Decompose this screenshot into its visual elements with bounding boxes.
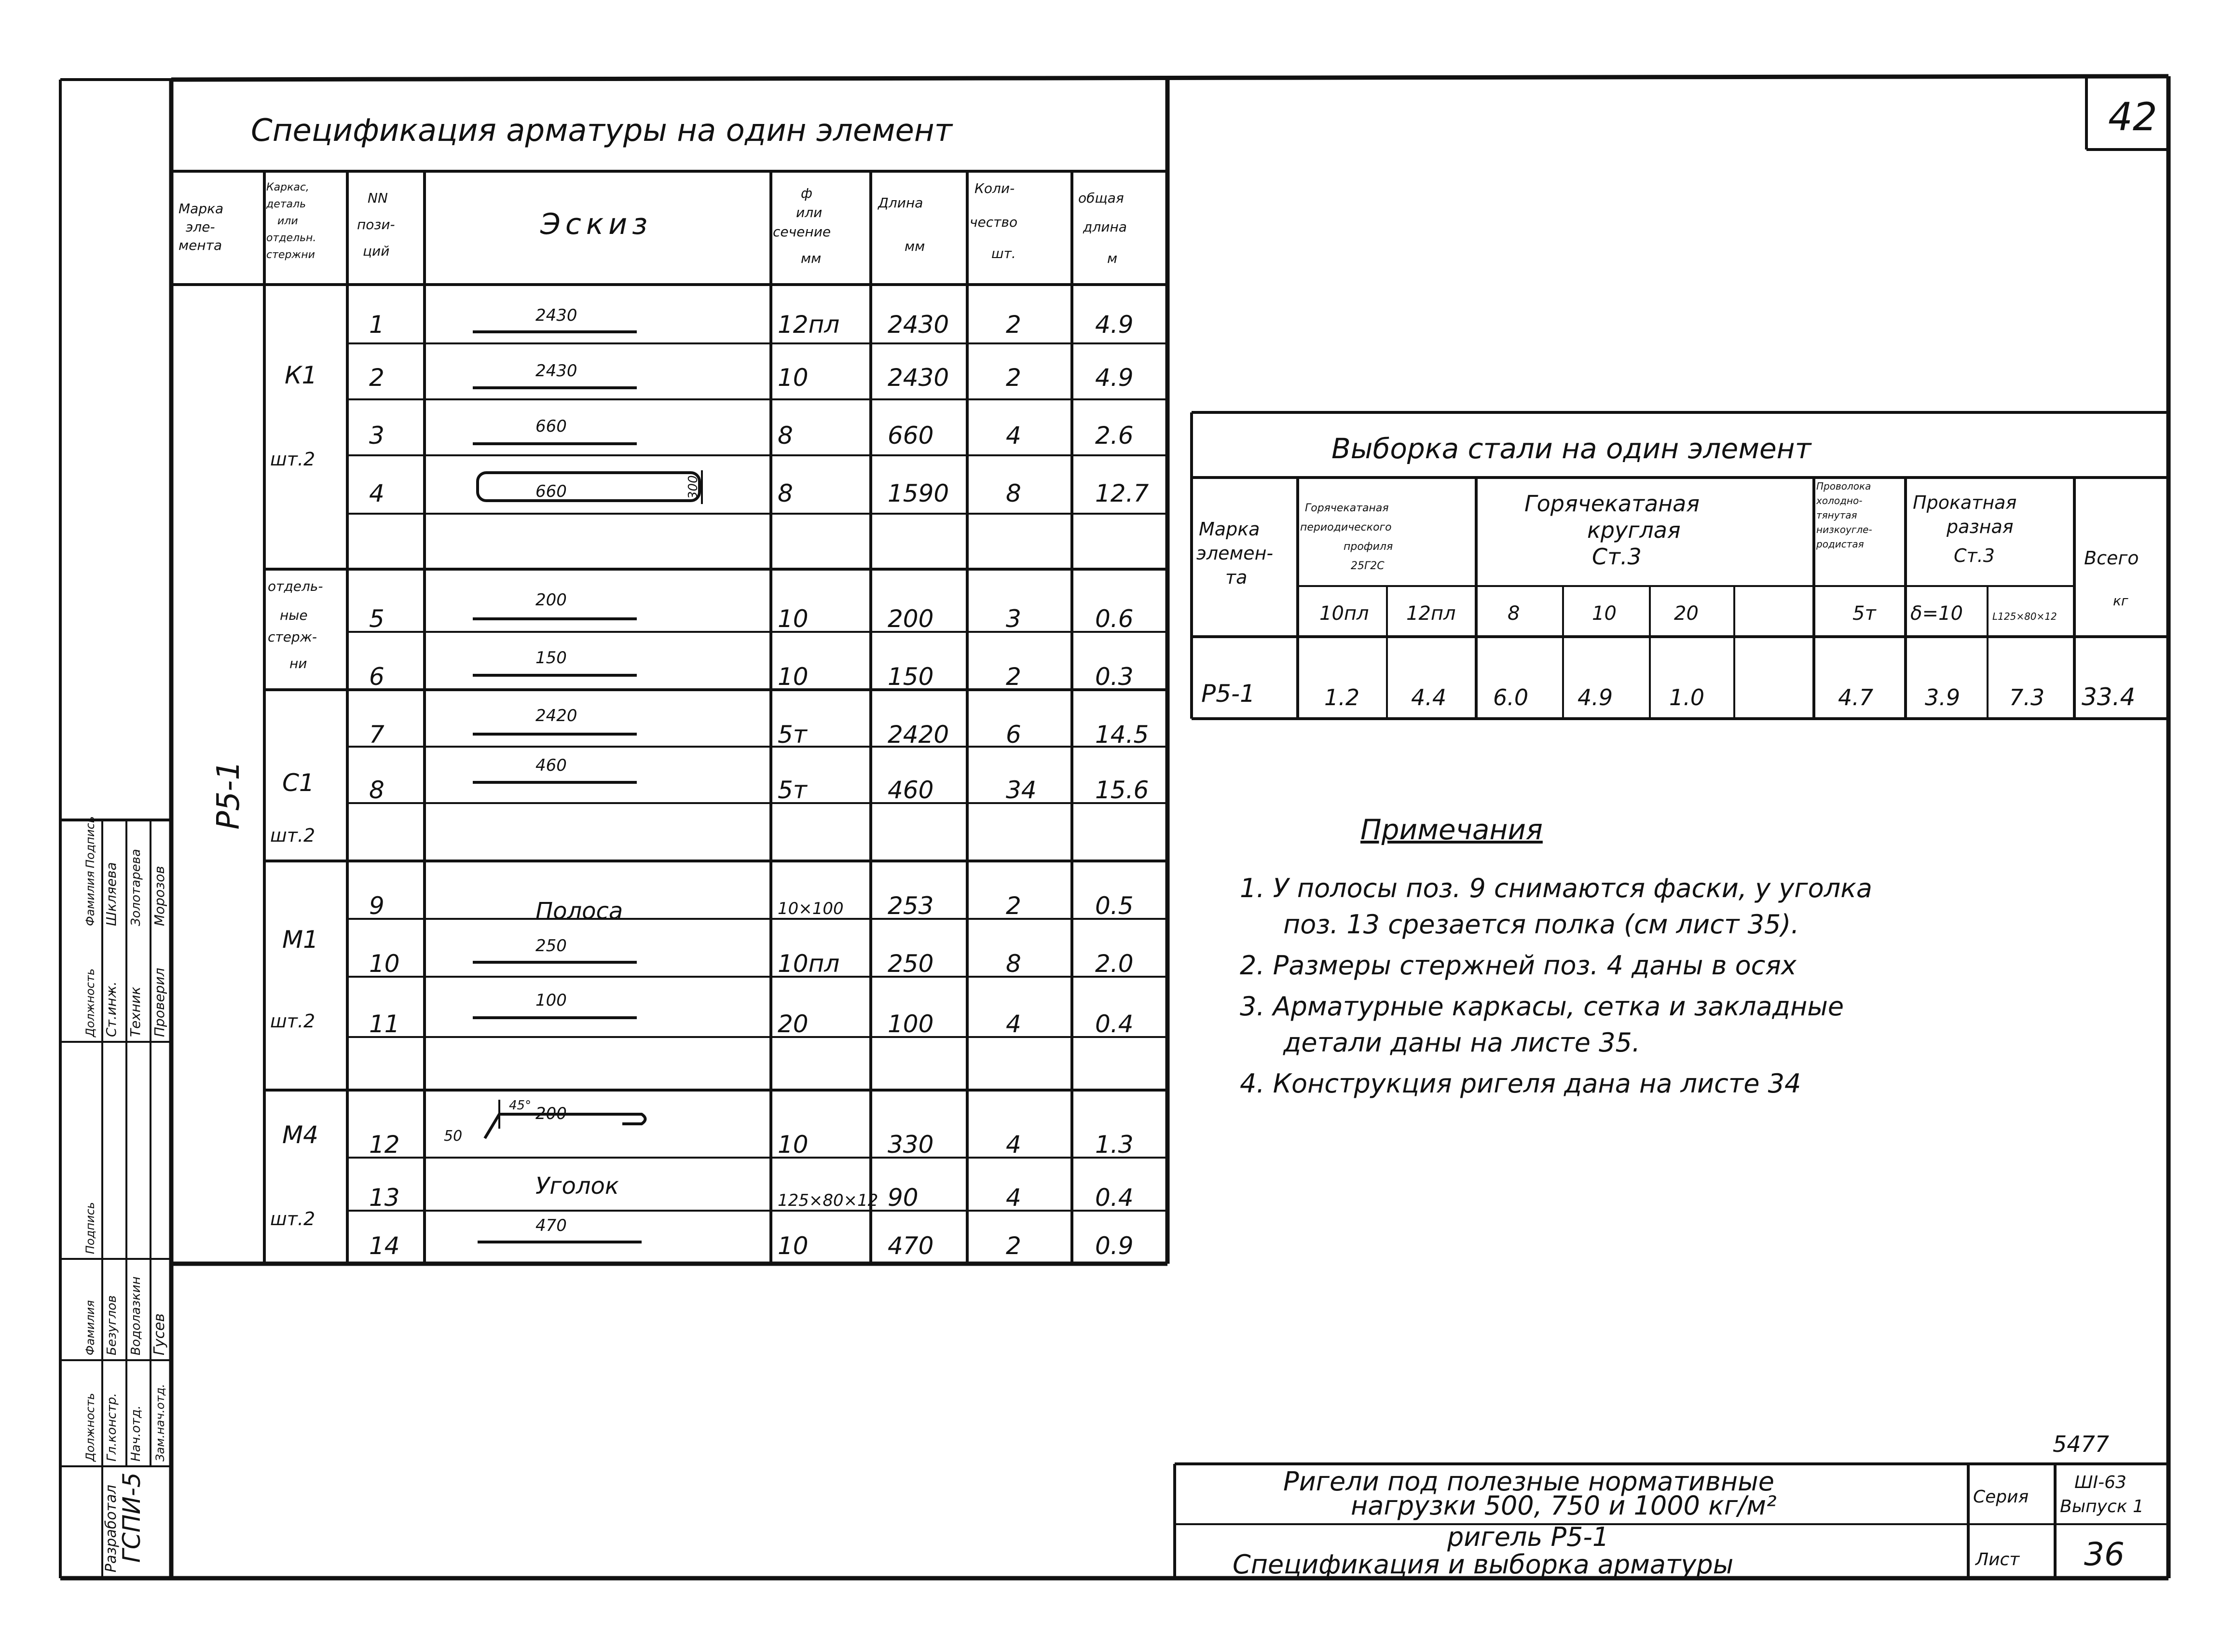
- spec-row-qty: 2: [1006, 311, 1021, 339]
- spec-row-total: 0.5: [1095, 892, 1134, 920]
- spec-row-qty: 4: [1006, 1131, 1021, 1159]
- spec-row-dia: 8: [778, 479, 793, 507]
- spec-row-pos: 1: [369, 311, 384, 339]
- svg-text:ни: ни: [289, 655, 307, 671]
- sheet-number-top: 42: [2108, 95, 2157, 139]
- svg-text:Каркас,: Каркас,: [266, 181, 309, 193]
- selection-header-rolled: [1913, 492, 2016, 566]
- spec-header-sketch: Эскиз: [540, 207, 653, 241]
- svg-text:тянутая: тянутая: [1816, 509, 1857, 521]
- spec-row-length: 2420: [888, 721, 949, 749]
- spec-row-length: 470: [888, 1232, 934, 1260]
- svg-text:круглая: круглая: [1587, 517, 1681, 543]
- spec-row-sketch: 2430: [535, 306, 577, 325]
- spec-table: [171, 80, 1167, 1264]
- spec-header-dia: [773, 185, 831, 266]
- group-c1-name: С1: [282, 769, 315, 797]
- spec-row-total: 4.9: [1095, 311, 1134, 339]
- side-role-b: Ст.инж.: [103, 981, 119, 1037]
- group-c1-count: шт.2: [270, 825, 315, 846]
- svg-text:Проволока: Проволока: [1816, 480, 1871, 492]
- spec-header-pos: [357, 190, 395, 259]
- spec-row-total: 1.3: [1095, 1131, 1134, 1159]
- svg-text:деталь: деталь: [266, 198, 306, 210]
- spec-row-sketch: 200: [535, 1104, 567, 1123]
- spec-header-length: [877, 195, 925, 254]
- svg-text:25Г2С: 25Г2С: [1351, 560, 1385, 572]
- svg-text:м: м: [1107, 250, 1118, 266]
- spec-row-pos: 7: [369, 721, 384, 749]
- svg-text:стержни: стержни: [266, 249, 315, 261]
- svg-text:профиля: профиля: [1344, 541, 1393, 553]
- spec-row-total: 15.6: [1095, 776, 1149, 804]
- svg-text:низкоугле-: низкоугле-: [1816, 524, 1872, 535]
- group-m4-count: шт.2: [270, 1208, 315, 1229]
- spec-row-length: 330: [888, 1131, 934, 1159]
- group-m1-name: М1: [282, 926, 318, 954]
- spec-row-qty: 4: [1006, 1184, 1021, 1212]
- notes-title: Примечания: [1360, 813, 1543, 846]
- spec-row-dia: 20: [778, 1010, 809, 1038]
- svg-text:кг: кг: [2113, 593, 2128, 609]
- side-role-a: Гл.констр.: [105, 1393, 119, 1461]
- svg-text:периодического: периодического: [1300, 521, 1392, 533]
- side-name-a: Гусев: [151, 1313, 168, 1355]
- selection-row-total: 33.4: [2082, 683, 2136, 711]
- svg-text:NN: NN: [368, 190, 388, 206]
- spec-row-sketch-dim: 50: [444, 1128, 463, 1145]
- spec-row-pos: 6: [369, 663, 384, 691]
- selection-row-value: 4.7: [1838, 684, 1874, 710]
- svg-text:разная: разная: [1947, 516, 2014, 537]
- spec-row-dia: 10: [778, 1131, 809, 1159]
- spec-row-sketch: 660: [535, 482, 567, 501]
- spec-row-pos: 13: [369, 1184, 400, 1212]
- group-k1-count: шт.2: [270, 449, 315, 470]
- side-role-b: Проверил: [151, 968, 167, 1037]
- stamp-subtitle-1: ригель Р5-1: [1447, 1522, 1609, 1552]
- selection-subheader: 20: [1674, 602, 1699, 625]
- svg-text:ций: ций: [363, 243, 390, 259]
- stamp-sheet-value: 36: [2084, 1536, 2125, 1573]
- selection-subheaders: [1319, 602, 2057, 625]
- spec-row-length: 200: [888, 605, 934, 633]
- side-header-a: Фамилия: [83, 1300, 97, 1355]
- svg-text:родистая: родистая: [1816, 538, 1864, 550]
- spec-row-qty: 2: [1006, 364, 1021, 392]
- spec-row-total: 0.4: [1095, 1010, 1134, 1038]
- spec-row-sketch: 250: [535, 936, 567, 956]
- svg-text:отдель-: отдель-: [268, 578, 323, 594]
- svg-text:та: та: [1225, 567, 1248, 588]
- notes-items: [1240, 873, 1872, 1099]
- svg-text:сечение: сечение: [773, 224, 831, 240]
- side-role-b: Техник: [127, 986, 143, 1037]
- svg-text:отдельн.: отдельн.: [266, 232, 316, 244]
- side-org: ГСПИ-5: [118, 1472, 146, 1563]
- spec-row-sketch: 2420: [535, 706, 577, 725]
- note-line: 3. Арматурные каркасы, сетка и закладные: [1240, 991, 1844, 1022]
- svg-text:холодно-: холодно-: [1816, 495, 1863, 506]
- selection-subheader: 10пл: [1319, 602, 1369, 625]
- spec-row-qty: 3: [1006, 605, 1021, 633]
- stamp-issue-value: Выпуск 1: [2060, 1497, 2144, 1516]
- spec-row-total: 12.7: [1095, 479, 1149, 507]
- svg-text:или: или: [796, 205, 823, 220]
- group-k1-name: К1: [285, 361, 317, 389]
- spec-row-sketch-dim: 300: [686, 475, 700, 499]
- sheet-number-box: [2086, 76, 2168, 150]
- spec-row-dia: 12пл: [778, 311, 840, 339]
- group-m4-name: М4: [282, 1121, 318, 1149]
- selection-header-total: [2084, 547, 2139, 609]
- side-header-a: Подпись: [83, 1202, 97, 1254]
- spec-row-total: 4.9: [1095, 364, 1134, 392]
- spec-row-pos: 5: [369, 605, 384, 633]
- spec-row-pos: 8: [369, 776, 384, 804]
- note-line: 2. Размеры стержней поз. 4 даны в осях: [1240, 950, 1797, 981]
- sheet-frame: [60, 76, 2168, 1578]
- spec-row-length: 253: [888, 892, 934, 920]
- selection-subheader: 12пл: [1406, 602, 1456, 625]
- spec-row-qty: 8: [1006, 950, 1021, 978]
- spec-row-length: 100: [888, 1010, 934, 1038]
- spec-row-dia: 125×80×12: [778, 1191, 878, 1210]
- spec-row-length: 660: [888, 422, 934, 450]
- spec-row-dia: 10: [778, 605, 809, 633]
- spec-row-qty: 2: [1006, 1232, 1021, 1260]
- svg-text:длина: длина: [1083, 219, 1127, 235]
- selection-row: [1201, 680, 2135, 711]
- spec-row-length: 250: [888, 950, 934, 978]
- spec-row-sketch: 460: [535, 756, 567, 775]
- spec-row-total: 0.3: [1095, 663, 1134, 691]
- svg-text:Ст.3: Ст.3: [1954, 545, 1995, 566]
- side-name-b: Шкляева: [103, 862, 119, 926]
- spec-row-dia: 10: [778, 1232, 809, 1260]
- spec-row-qty: 34: [1006, 776, 1037, 804]
- stamp-subtitle-2: Спецификация и выборка арматуры: [1233, 1549, 1734, 1580]
- spec-row-sketch: 150: [535, 648, 567, 668]
- sketch-bars: [473, 332, 702, 1242]
- spec-row-length: 2430: [888, 311, 949, 339]
- side-header-b: Подпись: [83, 816, 97, 868]
- group-separate-bars: [268, 578, 323, 671]
- svg-text:шт.: шт.: [991, 246, 1016, 261]
- spec-row-total: 0.9: [1095, 1232, 1134, 1260]
- spec-row-total: 14.5: [1095, 721, 1149, 749]
- spec-row-dia: 10: [778, 663, 809, 691]
- selection-subheader: 10: [1592, 602, 1617, 625]
- spec-row-sketch: 100: [535, 991, 567, 1010]
- spec-row-dia: 10: [778, 364, 809, 392]
- spec-row-pos: 11: [369, 1010, 400, 1038]
- note-line: 1. У полосы поз. 9 снимаются фаски, у уголка: [1240, 873, 1872, 903]
- svg-text:Коли-: Коли-: [974, 180, 1015, 196]
- selection-row-value: 3.9: [1925, 684, 1961, 710]
- selection-subheader: 8: [1508, 602, 1520, 625]
- note-line: 4. Конструкция ригеля дана на листе 34: [1240, 1068, 1801, 1099]
- spec-row-total: 2.0: [1095, 950, 1134, 978]
- spec-row-dia: 5т: [778, 721, 807, 749]
- selection-subheader: 5т: [1852, 602, 1876, 625]
- title-stamp: [1175, 1431, 2168, 1580]
- spec-row-sketch: Полоса: [535, 898, 623, 925]
- spec-row-pos: 12: [369, 1131, 400, 1159]
- stamp-series-label: Серия: [1973, 1487, 2029, 1507]
- spec-row-qty: 4: [1006, 422, 1021, 450]
- spec-element-mark: Р5-1: [211, 760, 247, 830]
- selection-header-mark: [1196, 519, 1273, 588]
- spec-row-sketch: 470: [535, 1216, 567, 1235]
- svg-text:пози-: пози-: [357, 217, 395, 232]
- stamp-series-value: ШI-63: [2074, 1473, 2126, 1492]
- svg-text:элемен-: элемен-: [1196, 543, 1274, 564]
- spec-row-qty: 8: [1006, 479, 1021, 507]
- spec-row-sketch: Уголок: [535, 1173, 619, 1200]
- spec-row-sketch: 2430: [535, 361, 577, 381]
- group-m1-count: шт.2: [270, 1010, 315, 1032]
- stamp-number: 5477: [2053, 1431, 2110, 1457]
- spec-row-qty: 6: [1006, 721, 1021, 749]
- spec-row-length: 2430: [888, 364, 949, 392]
- selection-subheader: δ=10: [1910, 602, 1963, 625]
- selection-row-value: 6.0: [1493, 684, 1529, 710]
- side-header-b: Должность: [83, 968, 97, 1037]
- spec-row-total: 0.4: [1095, 1184, 1134, 1212]
- selection-row-value: 4.9: [1577, 684, 1613, 710]
- spec-row-dia: 5т: [778, 776, 807, 804]
- spec-row-pos: 4: [369, 479, 384, 507]
- svg-text:мм: мм: [905, 238, 925, 254]
- spec-row-total: 2.6: [1095, 422, 1134, 450]
- svg-text:Ст.3: Ст.3: [1592, 544, 1642, 570]
- side-name-b: Морозов: [151, 866, 167, 926]
- spec-row-pos: 9: [369, 892, 384, 920]
- selection-row-value: 1.0: [1669, 684, 1705, 710]
- selection-header-hot-round: [1524, 491, 1700, 570]
- spec-header-frame: [266, 181, 316, 261]
- spec-row-qty: 2: [1006, 892, 1021, 920]
- stamp-title-2: нагрузки 500, 750 и 1000 кг/м²: [1351, 1490, 1777, 1521]
- side-header-a: Должность: [83, 1393, 97, 1461]
- side-role-a: Зам.нач.отд.: [153, 1384, 167, 1461]
- spec-header-total: [1078, 190, 1127, 266]
- side-name-a: Безуглов: [105, 1295, 119, 1355]
- svg-text:или: или: [277, 215, 298, 227]
- note-line: поз. 13 срезается полка (см лист 35).: [1283, 909, 1799, 940]
- side-role-a: Разработал: [103, 1485, 120, 1572]
- spec-row-sketch: 200: [535, 590, 567, 610]
- svg-text:ные: ные: [280, 607, 308, 623]
- svg-text:ф: ф: [801, 185, 812, 201]
- spec-row-sketch-angle: 45°: [509, 1098, 532, 1113]
- spec-title: Спецификация арматуры на один элемент: [251, 113, 953, 149]
- side-role-a: Нач.отд.: [129, 1405, 143, 1461]
- stamp-title-1: Ригели под полезные нормативные: [1283, 1466, 1774, 1497]
- selection-title: Выборка стали на один элемент: [1331, 432, 1811, 465]
- spec-row-sketch: 660: [535, 417, 567, 436]
- spec-row-total: 0.6: [1095, 605, 1134, 633]
- svg-text:Длина: Длина: [878, 195, 923, 211]
- selection-header-wire: [1816, 480, 1872, 550]
- selection-row-value: 1.2: [1324, 684, 1360, 710]
- spec-header-qty: [970, 180, 1017, 261]
- selection-subheader: L125×80×12: [1992, 611, 2057, 622]
- svg-text:мм: мм: [801, 250, 822, 266]
- stamp-sheet-label: Лист: [1975, 1550, 2020, 1570]
- side-block: [60, 816, 171, 1578]
- spec-row-pos: 14: [369, 1232, 400, 1260]
- svg-text:Марка: Марка: [178, 201, 224, 217]
- svg-text:Горячекатаная: Горячекатаная: [1524, 491, 1700, 517]
- spec-row-length: 460: [888, 776, 934, 804]
- svg-text:Всего: Всего: [2084, 547, 2139, 569]
- side-header-b: Фамилия: [83, 871, 97, 926]
- selection-row-value: 4.4: [1411, 684, 1447, 710]
- note-line: детали даны на листе 35.: [1283, 1027, 1640, 1058]
- side-name-b: Золотарева: [129, 849, 143, 926]
- svg-text:Горячекатаная: Горячекатаная: [1305, 502, 1389, 514]
- selection-row-value: 7.3: [2009, 684, 2045, 710]
- svg-text:мента: мента: [178, 237, 222, 253]
- svg-text:чество: чество: [970, 214, 1018, 230]
- spec-row-qty: 2: [1006, 663, 1021, 691]
- spec-row-length: 1590: [888, 479, 949, 507]
- svg-text:общая: общая: [1078, 190, 1124, 206]
- spec-row-pos: 2: [369, 364, 384, 392]
- spec-header-mark: [178, 201, 223, 253]
- spec-row-pos: 3: [369, 422, 384, 450]
- spec-row-length: 150: [888, 663, 934, 691]
- side-name-a: Водолазкин: [129, 1276, 143, 1355]
- selection-table: [1192, 412, 2168, 719]
- spec-row-pos: 10: [369, 950, 400, 978]
- selection-header-hot-periodic: [1300, 502, 1393, 572]
- svg-text:Марка: Марка: [1199, 519, 1260, 540]
- svg-text:эле-: эле-: [186, 219, 215, 235]
- notes: [1240, 813, 1872, 1099]
- spec-row-qty: 4: [1006, 1010, 1021, 1038]
- spec-row-dia: 8: [778, 422, 793, 450]
- spec-row-dia: 10×100: [778, 899, 844, 918]
- selection-row-mark: Р5-1: [1201, 680, 1255, 708]
- spec-row-dia: 10пл: [778, 950, 840, 978]
- svg-text:стерж-: стерж-: [268, 629, 317, 645]
- svg-text:Прокатная: Прокатная: [1913, 492, 2017, 513]
- spec-row-length: 90: [888, 1184, 919, 1212]
